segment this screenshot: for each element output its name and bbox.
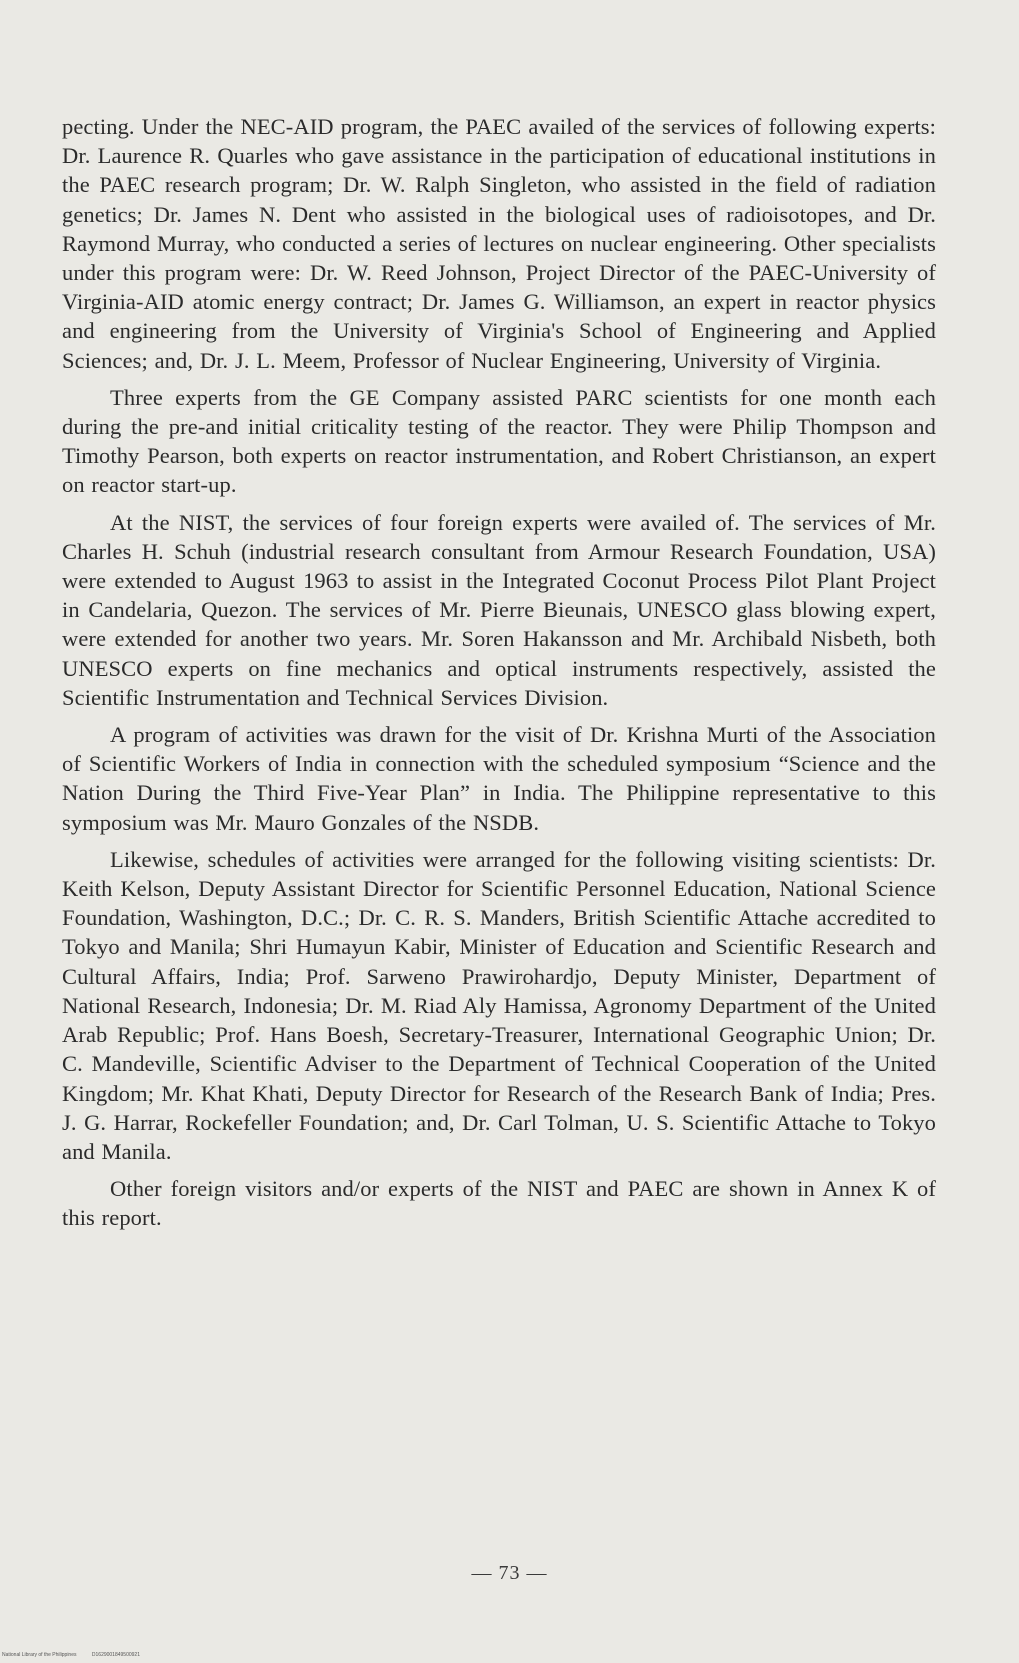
report-body	[62, 112, 936, 1233]
paragraph-visiting-scientists: Likewise, schedules of activities were arranged for the following visiting scientists: Dr. Keith Kelson, Deputy Assistant Director for Scientific Personnel Education, National Science Foundation, Washington, D.C.; Dr. C. R. S. Manders, British Scientific Attache accredited to Tokyo and Manila; Shri Humayun Kabir, Minister of Education and Scientific Research and Cultural Affairs, India; Prof. Sarweno Prawirohardjo, Deputy Minister, Department of National Research, Indonesia; Dr. M. Riad Aly Hamissa, Agronomy Department of the United Arab Republic; Prof. Hans Boesh, Secretary-Treasurer, International Geographic Union; Dr. C. Mandeville, Scientific Adviser to the Department of Technical Cooperation of the United Kingdom; Mr. Khat Khati, Deputy Director for Research of the Research Bank of India; Pres. J. G. Harrar, Rockefeller Foundation; and, Dr. Carl Tolman, U. S. Scientific Attache to Tokyo and Manila.	[62, 846, 936, 1164]
scan-footer	[2, 1652, 154, 1658]
footer-library: National Library of the Philippines	[2, 1652, 77, 1658]
page-number: — 73 —	[471, 1562, 548, 1584]
footer-code: D1629001849500921	[91, 1652, 140, 1658]
paragraph-annex-k: Other foreign visitors and/or experts of the NIST and PAEC are shown in Annex K of this report.	[62, 1176, 936, 1231]
paragraph-krishna-murti-visit: A program of activities was drawn for the visit of Dr. Krishna Murti of the Association of Scientific Workers of India in connection with the scheduled symposium “Science and the Nation During the Third Five-Year Plan” in India. The Philippine representative to this symposium was Mr. Mauro Gonzales of the NSDB.	[62, 722, 936, 835]
paragraph-nec-aid-experts: pecting. Under the NEC-AID program, the PAEC availed of the services of following experts: Dr. Laurence R. Quarles who gave assistance in the participation of educational institutions in the PAEC research program; Dr. W. Ralph Singleton, who assisted in the field of radiation genetics; Dr. James N. Dent who assisted in the biological uses of radioisotopes, and Dr. Raymond Murray, who conducted a series of lectures on nuclear engineering. Other specialists under this program were: Dr. W. Reed Johnson, Project Director of the PAEC-University of Virginia-AID atomic energy contract; Dr. James G. Williamson, an expert in reactor physics and engineering from the University of Virginia's School of Engineering and Applied Sciences; and, Dr. J. L. Meem, Professor of Nuclear Engineering, University of Virginia.	[62, 114, 936, 373]
paragraph-ge-experts: Three experts from the GE Company assisted PARC scientists for one month each during the pre-and initial criticality testing of the reactor. They were Philip Thompson and Timothy Pearson, both experts on reactor instrumentation, and Robert Christianson, an expert on reactor start-up.	[62, 384, 936, 498]
paragraph-nist-experts: At the NIST, the services of four foreign experts were availed of. The services of Mr. Charles H. Schuh (industrial research consultant from Armour Research Foundation, USA) were extended to August 1963 to assist in the Integrated Coconut Process Pilot Plant Project in Candelaria, Quezon. The services of Mr. Pierre Bieunais, UNESCO glass blowing expert, were extended for another two years. Mr. Soren Hakansson and Mr. Archibald Nisbeth, both UNESCO experts on fine mechanics and optical instruments respectively, assisted the Scientific Instrumentation and Technical Services Division.	[62, 509, 936, 710]
